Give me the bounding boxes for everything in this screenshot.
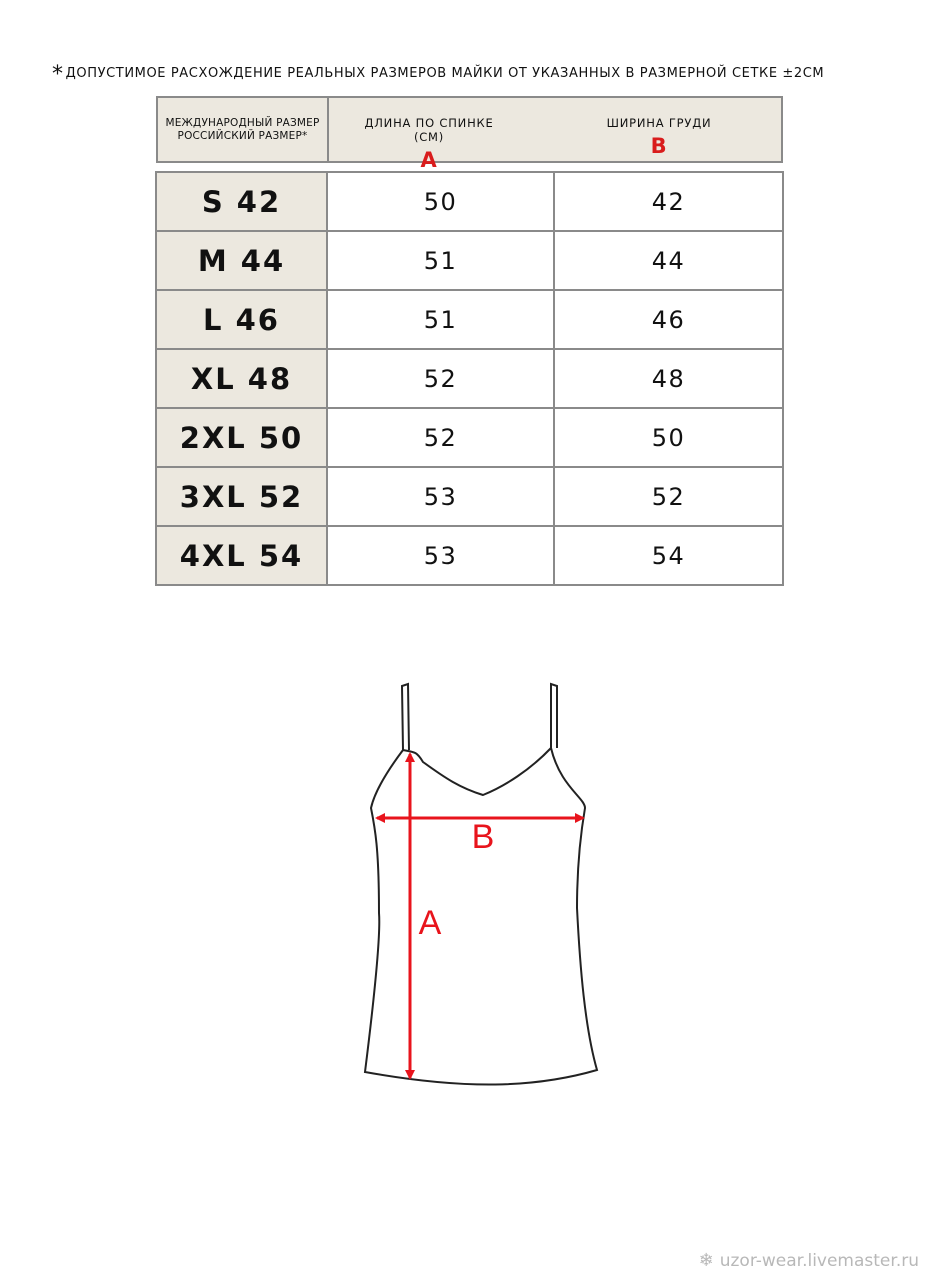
camisole-outline	[365, 748, 597, 1085]
label-a: A	[418, 904, 442, 942]
chest-cell: 54	[554, 526, 783, 585]
camisole-diagram	[355, 678, 605, 1098]
header-col-b-letter: B	[650, 134, 668, 158]
chest-cell: 50	[554, 408, 783, 467]
table-row	[156, 467, 783, 526]
header-col-b	[584, 116, 734, 158]
header-col-a-letter: A	[420, 148, 438, 172]
header-col-b-label: ШИРИНА ГРУДИ	[606, 116, 712, 130]
table-header	[156, 96, 783, 172]
length-cell: 50	[327, 172, 554, 231]
length-cell: 52	[327, 408, 554, 467]
watermark	[699, 1250, 919, 1271]
header-col-a	[354, 116, 504, 172]
header-col-a-label: ДЛИНА ПО СПИНКЕ (СМ)	[364, 116, 494, 144]
length-cell: 51	[327, 290, 554, 349]
size-cell: XL 48	[156, 349, 327, 408]
watermark-site: uzor-wear.livemaster.ru	[719, 1250, 919, 1271]
left-strap	[402, 684, 409, 750]
asterisk: *	[52, 62, 64, 87]
chest-cell: 46	[554, 290, 783, 349]
right-strap	[551, 684, 557, 748]
size-table	[155, 171, 784, 586]
size-cell: S 42	[156, 172, 327, 231]
table-row	[156, 408, 783, 467]
length-cell: 53	[327, 467, 554, 526]
size-cell: 4XL 54	[156, 526, 327, 585]
size-cell: L 46	[156, 290, 327, 349]
size-cell: 2XL 50	[156, 408, 327, 467]
table-row	[156, 526, 783, 585]
chest-cell: 42	[554, 172, 783, 231]
tolerance-note-text: ДОПУСТИМОЕ РАСХОЖДЕНИЕ РЕАЛЬНЫХ РАЗМЕРОВ МАЙКИ ОТ УКАЗАННЫХ В РАЗМЕРНОЙ СЕТКЕ ±2СМ	[65, 66, 825, 81]
table-row	[156, 231, 783, 290]
length-cell: 53	[327, 526, 554, 585]
size-cell: M 44	[156, 231, 327, 290]
snowflake-icon: ❄	[698, 1250, 714, 1271]
table-row	[156, 349, 783, 408]
chest-cell: 52	[554, 467, 783, 526]
chest-cell: 48	[554, 349, 783, 408]
table-row	[156, 172, 783, 231]
header-international-size: МЕЖДУНАРОДНЫЙ РАЗМЕР	[165, 116, 320, 129]
tolerance-note	[52, 58, 912, 87]
size-cell: 3XL 52	[156, 467, 327, 526]
table-row	[156, 290, 783, 349]
header-size-cell	[158, 98, 329, 161]
length-cell: 52	[327, 349, 554, 408]
header-russian-size: РОССИЙСКИЙ РАЗМЕР*	[177, 129, 308, 142]
label-b: B	[471, 818, 495, 856]
chest-cell: 44	[554, 231, 783, 290]
length-cell: 51	[327, 231, 554, 290]
